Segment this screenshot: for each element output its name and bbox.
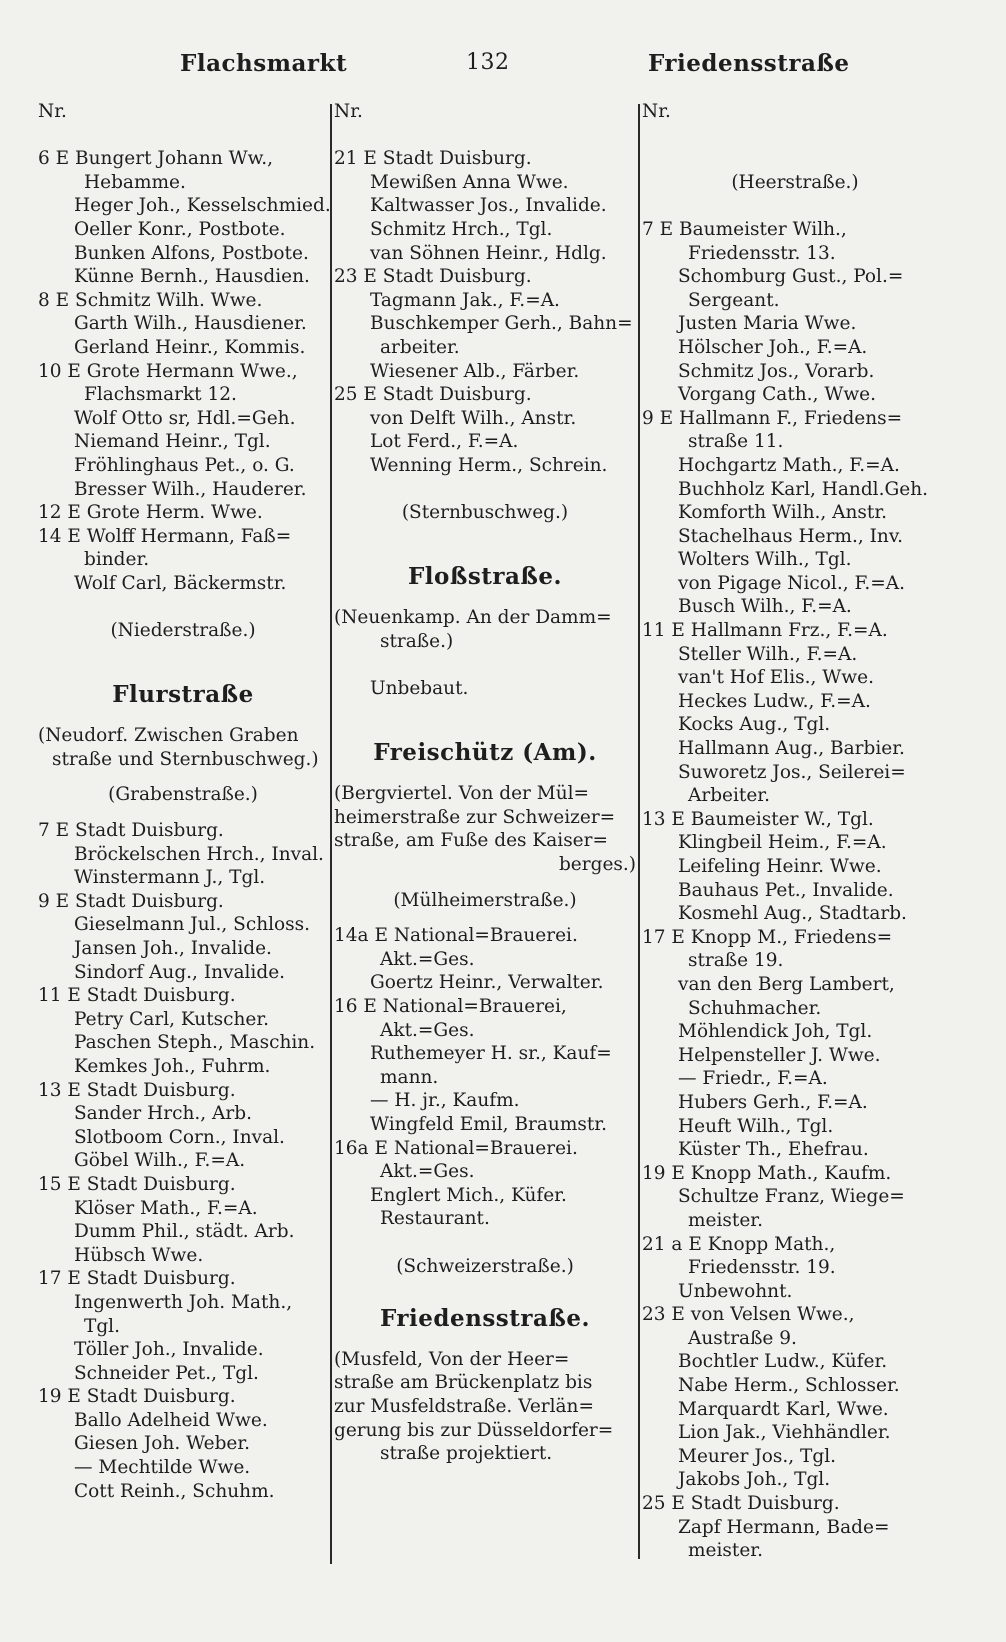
street-heading: Friedensstraße.: [379, 1304, 590, 1332]
resident-line: Busch Wilh., F.=A.: [678, 596, 852, 618]
resident-line: Paschen Steph., Maschin.: [74, 1032, 316, 1054]
resident-line: Suworetz Jos., Seilerei=: [678, 761, 906, 783]
continuation-line: Arbeiter.: [688, 785, 770, 807]
resident-line: Klingbeil Heim., F.=A.: [678, 832, 887, 854]
house-number-line: 14a E National=Brauerei.: [334, 925, 578, 947]
column-header-nr: Nr.: [38, 101, 67, 122]
resident-line: Bröckelschen Hrch., Inval.: [74, 843, 324, 865]
spacer: [334, 653, 636, 677]
street-heading: Floßstraße.: [407, 563, 563, 591]
house-number-line: 13 E Stadt Duisburg.: [38, 1079, 236, 1101]
continuation-line: Flachsmarkt 12.: [84, 384, 237, 406]
description-line: (Bergviertel. Von der Mül=: [334, 783, 590, 805]
spacer: [642, 147, 948, 171]
resident-line: — Mechtilde Wwe.: [74, 1457, 251, 1479]
resident-line: Klöser Math., F.=A.: [74, 1197, 258, 1219]
resident-line: Hubers Gerh., F.=A.: [678, 1091, 868, 1113]
spacer: [334, 1231, 636, 1255]
resident-line: Schmitz Jos., Vorarb.: [678, 360, 875, 382]
resident-line: Heckes Ludw., F.=A.: [678, 690, 871, 712]
resident-line: Oeller Konr., Postbote.: [74, 218, 286, 240]
resident-line: von Delft Wilh., Anstr.: [370, 407, 577, 429]
resident-line: Sander Hrch., Arb.: [74, 1103, 252, 1125]
resident-line: Fröhlinghaus Pet., o. G.: [74, 454, 295, 476]
house-number-line: 11 E Hallmann Frz., F.=A.: [642, 620, 888, 642]
resident-line: Wolters Wilh., Tgl.: [678, 549, 852, 571]
description-line: straße und Sternbuschweg.): [52, 748, 319, 770]
resident-line: van den Berg Lambert,: [678, 973, 895, 995]
column-left: [38, 100, 331, 1503]
column-header-nr: Nr.: [642, 101, 671, 122]
resident-line: Wolf Otto sr, Hdl.=Geh.: [74, 407, 296, 429]
resident-line: Helpensteller J. Wwe.: [678, 1044, 881, 1066]
house-number-line: 16 E National=Brauerei,: [334, 996, 567, 1017]
resident-line: Bochtler Ludw., Küfer.: [678, 1351, 888, 1373]
resident-line: Jansen Joh., Invalide.: [74, 938, 272, 959]
column-rule-1: [330, 104, 332, 1564]
street-heading: Flurstraße: [112, 681, 254, 709]
resident-line: Gieselmann Jul., Schloss.: [74, 914, 311, 936]
house-number-line: 9 E Hallmann F., Friedens=: [642, 407, 903, 429]
resident-line: Wiesener Alb., Färber.: [370, 360, 580, 382]
continuation-line: meister.: [688, 1209, 763, 1231]
resident-line: Schneider Pet., Tgl.: [74, 1362, 259, 1384]
column-middle: [334, 100, 636, 1466]
spacer: [334, 1336, 636, 1348]
page-number: 132: [466, 50, 510, 75]
resident-line: Ruthemeyer H. sr., Kauf=: [370, 1043, 612, 1065]
continuation-line: Friedensstr. 13.: [688, 242, 836, 264]
resident-line: Heuft Wilh., Tgl.: [678, 1115, 834, 1137]
spacer: [334, 124, 636, 148]
spacer: [38, 643, 328, 667]
resident-line: Unbebaut.: [370, 678, 469, 700]
resident-line: van't Hof Elis., Wwe.: [678, 667, 874, 689]
resident-line: Sindorf Aug., Invalide.: [74, 961, 286, 983]
house-number-line: 6 E Bungert Johann Ww.,: [38, 148, 274, 170]
resident-line: Wingfeld Emil, Braumstr.: [370, 1113, 607, 1135]
continuation-line: Tgl.: [84, 1315, 120, 1337]
description-line: zur Musfeldstraße. Verlän=: [334, 1395, 594, 1417]
house-number-line: 21 a E Knopp Math.,: [642, 1233, 836, 1255]
running-head-right: Friedensstraße: [648, 50, 850, 77]
continuation-line: straße 11.: [688, 431, 784, 453]
continuation-line: arbeiter.: [380, 336, 460, 358]
spacer: [334, 525, 636, 549]
resident-line: Kocks Aug., Tgl.: [678, 714, 831, 736]
resident-line: Slotboom Corn., Inval.: [74, 1126, 285, 1148]
resident-line: — Friedr., F.=A.: [678, 1068, 828, 1090]
resident-line: Petry Carl, Kutscher.: [74, 1008, 270, 1030]
resident-line: Komforth Wilh., Anstr.: [678, 502, 888, 524]
resident-line: Jakobs Joh., Tgl.: [678, 1469, 831, 1491]
house-number-line: 17 E Knopp M., Friedens=: [642, 926, 893, 948]
resident-line: Wolf Carl, Bäckermstr.: [74, 572, 287, 594]
house-number-line: 23 E von Velsen Wwe.,: [642, 1304, 855, 1326]
spacer: [38, 124, 328, 148]
resident-line: Marquardt Karl, Wwe.: [678, 1398, 889, 1420]
spacer: [334, 877, 636, 889]
resident-line: Leifeling Heinr. Wwe.: [678, 856, 882, 877]
resident-line: Töller Joh., Invalide.: [74, 1339, 264, 1361]
continuation-line: Akt.=Ges.: [380, 1019, 475, 1041]
house-number-line: 25 E Stadt Duisburg.: [334, 384, 532, 406]
resident-line: Hölscher Joh., F.=A.: [678, 336, 868, 358]
continuation-line: binder.: [84, 549, 150, 571]
resident-line: Hallmann Aug., Barbier.: [678, 738, 905, 760]
continuation-line: Austraße 9.: [688, 1327, 797, 1349]
spacer: [334, 548, 636, 560]
resident-line: Ingenwerth Joh. Math.,: [74, 1291, 293, 1313]
resident-line: Stachelhaus Herm., Inv.: [678, 525, 903, 547]
spacer: [38, 807, 328, 819]
column-rule-2: [638, 104, 640, 1559]
column-right: [642, 100, 948, 1563]
resident-line: Lot Ferd., F.=A.: [370, 431, 519, 453]
house-number-line: 10 E Grote Hermann Wwe.,: [38, 360, 298, 382]
spacer: [38, 712, 328, 724]
house-number-line: 12 E Grote Herm. Wwe.: [38, 502, 263, 524]
spacer: [334, 1278, 636, 1302]
resident-line: Goertz Heinr., Verwalter.: [370, 972, 604, 994]
resident-line: Lion Jak., Viehhändler.: [678, 1422, 891, 1444]
description-line: gerung bis zur Düsseldorfer=: [334, 1419, 614, 1441]
continuation-line: Friedensstr. 19.: [688, 1257, 836, 1279]
house-number-line: 17 E Stadt Duisburg.: [38, 1268, 236, 1290]
description-line: straße am Brückenplatz bis: [334, 1372, 593, 1394]
resident-line: Buchholz Karl, Handl.Geh.: [678, 478, 928, 500]
resident-line: Schultze Franz, Wiege=: [678, 1186, 905, 1208]
resident-line: Ballo Adelheid Wwe.: [74, 1409, 268, 1431]
continuation-line: straße projektiert.: [380, 1443, 553, 1465]
house-number-line: 23 E Stadt Duisburg.: [334, 266, 532, 288]
resident-line: Bauhaus Pet., Invalide.: [678, 879, 894, 901]
description-line: berges.): [558, 854, 636, 876]
house-number-line: 9 E Stadt Duisburg.: [38, 890, 224, 912]
resident-line: Künne Bernh., Hausdien.: [74, 266, 310, 288]
section-label: (Grabenstraße.): [108, 784, 258, 806]
resident-line: Justen Maria Wwe.: [678, 313, 857, 335]
continuation-line: Restaurant.: [380, 1208, 490, 1230]
resident-line: Schomburg Gust., Pol.=: [678, 266, 904, 288]
resident-line: Kosmehl Aug., Stadtarb.: [678, 903, 907, 925]
spacer: [334, 724, 636, 736]
resident-line: Küster Th., Ehefrau.: [678, 1139, 869, 1161]
house-number-line: 16a E National=Brauerei.: [334, 1137, 578, 1159]
section-label: (Mülheimerstraße.): [393, 889, 577, 911]
resident-line: Hübsch Wwe.: [74, 1244, 204, 1266]
resident-line: Buschkemper Gerh., Bahn=: [370, 313, 633, 335]
spacer: [642, 124, 948, 148]
resident-line: Bunken Alfons, Postbote.: [74, 242, 309, 264]
resident-line: Bresser Wilh., Hauderer.: [74, 478, 307, 500]
resident-line: Garth Wilh., Hausdiener.: [74, 313, 307, 335]
resident-line: Schmitz Hrch., Tgl.: [370, 218, 553, 240]
spacer: [38, 595, 328, 619]
resident-line: Cott Reinh., Schuhm.: [74, 1480, 275, 1502]
resident-line: Heger Joh., Kesselschmied.: [74, 195, 331, 217]
section-label: (Sternbuschweg.): [401, 502, 569, 524]
resident-line: von Pigage Nicol., F.=A.: [678, 572, 906, 594]
resident-line: Kemkes Joh., Fuhrm.: [74, 1055, 271, 1077]
continuation-line: Akt.=Ges.: [380, 948, 475, 970]
resident-line: Dumm Phil., städt. Arb.: [74, 1221, 295, 1243]
house-number-line: 7 E Baumeister Wilh.,: [642, 218, 847, 240]
spacer: [334, 478, 636, 502]
section-label: (Schweizerstraße.): [396, 1255, 574, 1277]
continuation-line: meister.: [688, 1540, 763, 1562]
resident-line: — H. jr., Kaufm.: [370, 1090, 520, 1112]
description-line: (Neuenkamp. An der Damm=: [334, 607, 612, 629]
resident-line: Steller Wilh., F.=A.: [678, 643, 858, 665]
resident-line: Zapf Hermann, Bade=: [678, 1516, 890, 1538]
running-head-left: Flachsmarkt: [180, 50, 348, 77]
house-number-line: 15 E Stadt Duisburg.: [38, 1173, 236, 1195]
section-label: (Niederstraße.): [110, 620, 256, 642]
house-number-line: 13 E Baumeister W., Tgl.: [642, 808, 874, 830]
spacer: [38, 666, 328, 678]
spacer: [334, 912, 636, 924]
spacer: [642, 194, 948, 218]
continuation-line: straße.): [380, 630, 454, 652]
resident-line: Hochgartz Math., F.=A.: [678, 454, 900, 476]
resident-line: Wenning Herm., Schrein.: [370, 454, 608, 476]
continuation-line: Schuhmacher.: [688, 997, 822, 1019]
resident-line: Nabe Herm., Schlosser.: [678, 1375, 900, 1397]
continuation-line: Akt.=Ges.: [380, 1161, 475, 1183]
house-number-line: 19 E Knopp Math., Kaufm.: [642, 1162, 892, 1184]
spacer: [38, 771, 328, 783]
continuation-line: mann.: [380, 1066, 439, 1088]
spacer: [334, 770, 636, 782]
resident-line: Vorgang Cath., Wwe.: [678, 384, 877, 406]
description-line: heimerstraße zur Schweizer=: [334, 806, 616, 828]
description-line: (Musfeld, Von der Heer=: [334, 1348, 570, 1370]
spacer: [334, 701, 636, 725]
resident-line: Englert Mich., Küfer.: [370, 1184, 567, 1206]
resident-line: Mewißen Anna Wwe.: [370, 171, 569, 193]
resident-line: Möhlendick Joh, Tgl.: [678, 1021, 873, 1043]
resident-line: Gerland Heinr., Kommis.: [74, 336, 306, 358]
resident-line: Niemand Heinr., Tgl.: [74, 431, 271, 453]
resident-line: Meurer Jos., Tgl.: [678, 1445, 836, 1467]
resident-line: Kaltwasser Jos., Invalide.: [370, 195, 607, 217]
house-number-line: 25 E Stadt Duisburg.: [642, 1493, 840, 1515]
house-number-line: 21 E Stadt Duisburg.: [334, 148, 532, 170]
spacer: [334, 594, 636, 606]
resident-line: Winstermann J., Tgl.: [74, 867, 266, 889]
street-heading: Freischütz (Am).: [373, 739, 597, 767]
continuation-line: straße 19.: [688, 950, 784, 972]
resident-line: Göbel Wilh., F.=A.: [74, 1150, 246, 1172]
resident-line: Tagmann Jak., F.=A.: [370, 289, 560, 311]
description-line: (Neudorf. Zwischen Graben: [38, 725, 299, 747]
house-number-line: 8 E Schmitz Wilh. Wwe.: [38, 289, 263, 311]
column-header-nr: Nr.: [334, 101, 363, 122]
resident-line: Giesen Joh. Weber.: [74, 1433, 251, 1455]
house-number-line: 14 E Wolff Hermann, Faß=: [38, 525, 292, 547]
section-label: (Heerstraße.): [731, 171, 859, 193]
resident-line: van Söhnen Heinr., Hdlg.: [370, 242, 607, 264]
continuation-line: Hebamme.: [84, 171, 186, 193]
house-number-line: 19 E Stadt Duisburg.: [38, 1386, 236, 1408]
house-number-line: 7 E Stadt Duisburg.: [38, 820, 224, 842]
description-line: straße, am Fuße des Kaiser=: [334, 830, 608, 852]
continuation-line: Sergeant.: [688, 289, 780, 311]
house-number-line: 11 E Stadt Duisburg.: [38, 985, 236, 1007]
resident-line: Unbewohnt.: [678, 1280, 793, 1302]
